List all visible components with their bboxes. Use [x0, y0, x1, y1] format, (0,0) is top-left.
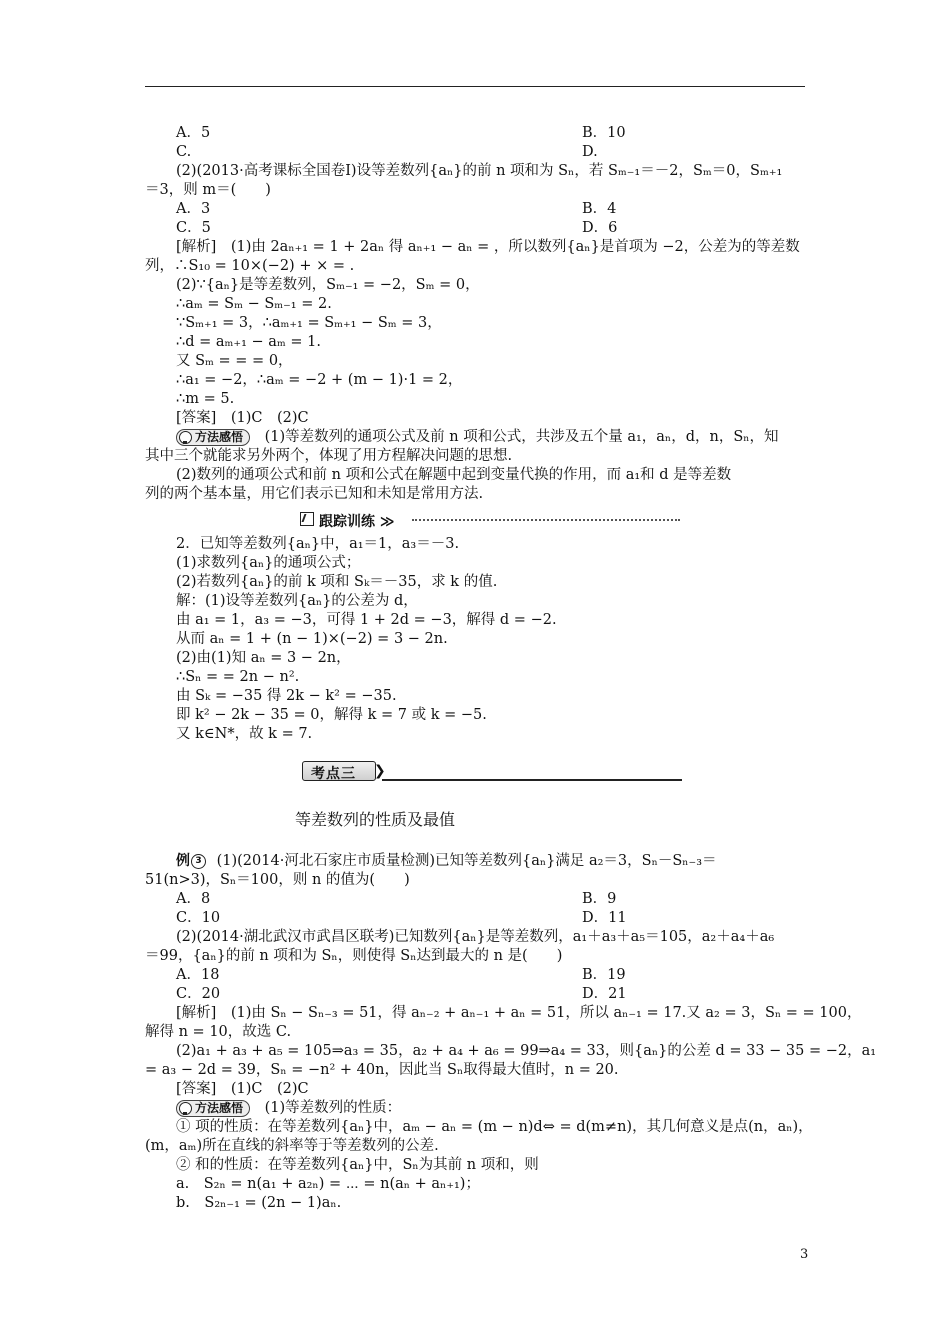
option-c: C. — [176, 144, 192, 160]
option-b: B．10 — [582, 125, 626, 141]
text-line: 列的两个基本量，用它们表示已知和未知是常用方法. — [145, 486, 484, 502]
example-line — [176, 852, 717, 871]
answer-line: [答案] (1)C (2)C — [176, 410, 309, 426]
method-badge-label: 方法感悟 — [195, 1100, 244, 1115]
text-line: (2)(2013·高考课标全国卷Ⅰ)设等差数列{aₙ}的前 n 项和为 Sₙ，若 Sₘ₋₁＝－2，Sₘ＝0，Sₘ₊₁ — [176, 163, 783, 179]
option-a: A．18 — [176, 967, 220, 983]
option-a: A．5 — [176, 125, 211, 141]
header-rule — [145, 86, 805, 87]
option-a: A．3 — [176, 201, 211, 217]
option-line — [176, 966, 626, 985]
text-line: (2)(2014·湖北武汉市武昌区联考)已知数列{aₙ}是等差数列，a₁＋a₃＋a₅＝105，a₂＋a₄＋a₆ — [176, 929, 775, 945]
option-b: B．19 — [582, 967, 626, 983]
text-line: ∵Sₘ₊₁ = 3，∴aₘ₊₁ = Sₘ₊₁ − Sₘ = 3， — [176, 315, 442, 331]
tracking-practice-label: 跟踪训练 ≫ — [319, 514, 395, 530]
example-number: 3 — [191, 854, 206, 869]
option-line — [176, 985, 627, 1004]
text-line: 列，∴S₁₀ = 10×(−2) + × = . — [145, 258, 355, 274]
text-line: 由 a₁ = 1，a₃ = −3，可得 1 + 2d = −3，解得 d = −2. — [176, 612, 557, 628]
text-line: 2．已知等差数列{aₙ}中，a₁＝1，a₃＝－3. — [176, 536, 460, 552]
method-text: (1)等差数列的性质： — [264, 1100, 402, 1116]
text-line: 又 k∈N*，故 k = 7. — [176, 726, 313, 742]
lightbulb-icon — [179, 1102, 192, 1115]
option-b: B．9 — [582, 891, 617, 907]
option-line — [176, 219, 618, 238]
text-line: 解得 n = 10，故选 C. — [145, 1024, 292, 1040]
option-line — [176, 890, 617, 909]
option-c: C．20 — [176, 986, 221, 1002]
example-text: (1)(2014·河北石家庄市质量检测)已知等差数列{aₙ}满足 a₂＝3，Sₙ－Sₙ₋₃＝ — [216, 853, 717, 869]
text-line: ∴a₁ = −2，∴aₘ = −2 + (m − 1)·1 = 2， — [176, 372, 463, 388]
text-line: ∴d = aₘ₊₁ − aₘ = 1. — [176, 334, 321, 350]
text-line: 又 Sₘ = = = 0， — [176, 353, 293, 369]
section-rule — [382, 779, 682, 781]
text-line: 51(n>3)，Sₙ＝100，则 n 的值为( ) — [145, 872, 410, 888]
text-line: ② 和的性质：在等差数列{aₙ}中，Sₙ为其前 n 项和，则 — [176, 1157, 539, 1173]
method-badge — [176, 429, 250, 446]
text-line: [解析] (1)由 Sₙ − Sₙ₋₃ = 51，得 aₙ₋₂ + aₙ₋₁ + aₙ = 51，所以 aₙ₋₁ = 17.又 a₂ = 3，Sₙ = = 100， — [176, 1005, 862, 1021]
option-line — [176, 124, 626, 143]
option-c: C．5 — [176, 220, 211, 236]
method-badge — [176, 1100, 250, 1117]
text-line: ＝3，则 m＝( ) — [145, 182, 271, 198]
text-line: b. S₂ₙ₋₁ = (2n − 1)aₙ. — [176, 1195, 342, 1211]
text-line: ∴aₘ = Sₘ − Sₘ₋₁ = 2. — [176, 296, 332, 312]
option-d: D．6 — [582, 220, 618, 236]
answer-line: [答案] (1)C (2)C — [176, 1081, 309, 1097]
text-line: (m，aₘ)所在直线的斜率等于等差数列的公差. — [145, 1138, 439, 1154]
option-line — [176, 909, 627, 928]
text-line: (2)若数列{aₙ}的前 k 项和 Sₖ＝－35，求 k 的值. — [176, 574, 498, 590]
text-line: (2)∵{aₙ}是等差数列，Sₘ₋₁ = −2，Sₘ = 0， — [176, 277, 480, 293]
section-title: 等差数列的性质及最值 — [295, 810, 456, 829]
text-line: ＝99，{aₙ}的前 n 项和为 Sₙ，则使得 Sₙ达到最大的 n 是( ) — [145, 948, 563, 964]
method-badge-label: 方法感悟 — [195, 429, 244, 444]
option-b: B．4 — [582, 201, 617, 217]
option-line — [176, 200, 617, 219]
text-line: 由 Sₖ = −35 得 2k − k² = −35. — [176, 688, 397, 704]
method-line — [176, 1099, 401, 1118]
pencil-icon — [300, 512, 314, 526]
text-line: 即 k² − 2k − 35 = 0，解得 k = 7 或 k = −5. — [176, 707, 487, 723]
section-banner — [302, 761, 682, 783]
text-line: 从而 aₙ = 1 + (n − 1)×(−2) = 3 − 2n. — [176, 631, 448, 647]
text-line: ∴m = 5. — [176, 391, 235, 407]
method-line — [176, 428, 779, 447]
option-c: C．10 — [176, 910, 221, 926]
dotted-divider — [412, 519, 680, 521]
text-line: = a₃ − 2d = 39，Sₙ = −n² + 40n，因此当 Sₙ取得最大值时，n = 20. — [145, 1062, 619, 1078]
text-line: ① 项的性质：在等差数列{aₙ}中，aₘ − aₙ = (m − n)d⇔ = d(m≠n)，其几何意义是点(n，aₙ)， — [176, 1119, 813, 1135]
page-number: 3 — [800, 1247, 809, 1262]
section-badge-label: 考点三 — [311, 766, 356, 782]
section-badge — [302, 761, 376, 781]
chevron-right-icon: ❯ — [374, 763, 386, 779]
method-text: (1)等差数列的通项公式及前 n 项和公式，共涉及五个量 a₁，aₙ，d，n，Sₙ，知 — [264, 429, 779, 445]
text-line: (2)由(1)知 aₙ = 3 − 2n， — [176, 650, 351, 666]
text-line: ∴Sₙ = = 2n − n². — [176, 669, 300, 685]
text-line: (2)a₁ + a₃ + a₅ = 105⇒a₃ = 35，a₂ + a₄ + a₆ = 99⇒a₄ = 33，则{aₙ}的公差 d = 33 − 35 = −2，a₁ — [176, 1043, 877, 1059]
text-line: (2)数列的通项公式和前 n 项和公式在解题中起到变量代换的作用，而 a₁和 d 是等差数 — [176, 467, 732, 483]
option-d: D．21 — [582, 986, 627, 1002]
lightbulb-icon — [179, 431, 192, 444]
example-badge: 例 3 — [176, 852, 206, 871]
text-line: 其中三个就能求另外两个，体现了用方程解决问题的思想. — [145, 448, 513, 464]
option-d: D．11 — [582, 910, 627, 926]
text-line: [解析] (1)由 2aₙ₊₁ = 1 + 2aₙ 得 aₙ₊₁ − aₙ = ，所以数列{aₙ}是首项为 −2，公差为的等差数 — [176, 239, 800, 255]
text-line: a. S₂ₙ = n(a₁ + a₂ₙ) = ⋯ = n(aₙ + aₙ₊₁)； — [176, 1176, 480, 1192]
option-line — [176, 143, 598, 162]
tracking-practice-header — [300, 510, 680, 530]
text-line: 解：(1)设等差数列{aₙ}的公差为 d， — [176, 593, 418, 609]
option-d: D. — [582, 144, 598, 160]
option-a: A．8 — [176, 891, 211, 907]
text-line: (1)求数列{aₙ}的通项公式； — [176, 555, 361, 571]
